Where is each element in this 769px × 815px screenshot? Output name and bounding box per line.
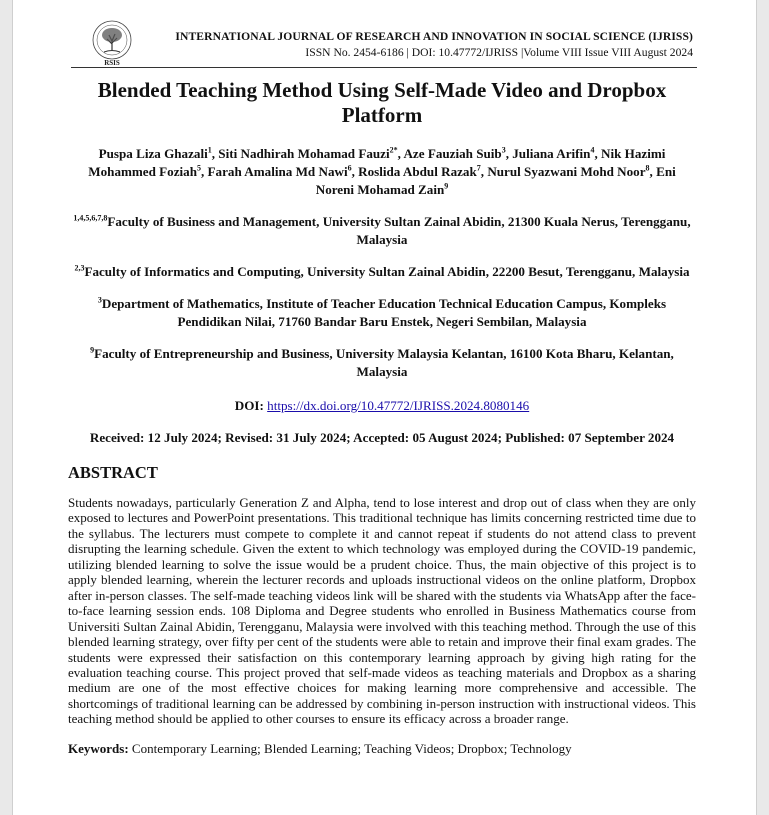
svg-text:RSIS: RSIS: [104, 59, 120, 67]
author-superscript: 5: [197, 163, 201, 173]
author-name: Nurul Syazwani Mohd Noor: [487, 164, 646, 179]
paper-page: [12, 0, 757, 815]
affiliation-text: Department of Mathematics, Institute of Teacher Education Technical Education Campus, Kompleks Pendidikan Nilai, 71760 Bandar Baru Enstek, Negeri Sembilan, Malaysia: [101, 296, 667, 329]
affiliation-superscript: 3: [97, 295, 102, 305]
author-separator: ,: [201, 164, 208, 179]
tree-logo-icon: [84, 18, 140, 68]
author-list: [68, 145, 696, 199]
abstract-heading: ABSTRACT: [68, 463, 158, 482]
author: [358, 164, 487, 179]
affiliation-superscript: 9: [90, 345, 95, 355]
issn-doi-line: ISSN No. 2454-6186 | DOI: 10.47772/IJRISS |Volume VIII Issue VIII August 2024: [305, 46, 693, 59]
author-separator: ,: [397, 146, 404, 161]
affiliation: [68, 213, 696, 249]
rsis-logo: [84, 18, 140, 68]
author: [512, 146, 601, 161]
author-superscript: 1: [207, 145, 212, 155]
author-separator: ,: [351, 164, 359, 179]
affiliation-text: Faculty of Business and Management, University Sultan Zainal Abidin, 21300 Kuala Nerus, Terengganu, Malaysia: [107, 214, 691, 247]
keywords-text: Contemporary Learning; Blended Learning; Teaching Videos; Dropbox; Technology: [128, 740, 572, 756]
keywords-line: [68, 741, 696, 757]
affiliation-superscript: 2,3: [74, 263, 85, 273]
paper-title: Blended Teaching Method Using Self-Made Video and Dropbox Platform: [97, 78, 667, 127]
author-separator: ,: [649, 164, 657, 179]
author: [208, 164, 359, 179]
author-name: Juliana Arifin: [512, 146, 591, 161]
affiliation-superscript: 1,4,5,6,7,8: [73, 213, 108, 223]
affiliation-text: Faculty of Informatics and Computing, University Sultan Zainal Abidin, 22200 Besut, Terengganu, Malaysia: [84, 264, 690, 279]
doi-line: [68, 397, 696, 415]
doi-label: DOI:: [234, 398, 264, 413]
affiliation-text: Faculty of Entrepreneurship and Business, University Malaysia Kelantan, 16100 Kota Bharu, Kelantan, Malaysia: [94, 346, 674, 379]
keywords-label: Keywords:: [68, 740, 129, 756]
author: [487, 164, 656, 179]
author: [403, 146, 512, 161]
author-superscript: 9: [444, 181, 449, 191]
affiliation: [68, 295, 696, 331]
author-name: Nik Hazimi Mohammed Foziah: [88, 146, 666, 179]
affiliation: [68, 263, 696, 281]
author: [218, 146, 403, 161]
journal-title: INTERNATIONAL JOURNAL OF RESEARCH AND INNOVATION IN SOCIAL SCIENCE (IJRISS): [175, 30, 693, 43]
abstract-body: Students nowadays, particularly Generation Z and Alpha, tend to lose interest and drop out of class when they are only exposed to lectures and PowerPoint presentations. This traditional technique has limits concerning restricted time due to the syllabus. The lecturers must compete to complete it and cannot repeat if students do not attend class to prevent disrupting the learning schedule. Given the extent to which technology was employed during the COVID-19 pandemic, utilizing blended learning to solve the issue would be a prudent choice. Thus, the main objective of this project is to apply blended learning, wherein the lecturer records and uploads instructional videos on the online platform, Dropbox after in-person classes. The self-made teaching videos link will be shared with the students via WhatsApp after the face-to-face learning session ends. 108 Diploma and Degree students who enrolled in Business Mathematics course from Universiti Sultan Zainal Abidin, Terengganu, Malaysia were involved with this teaching method. Through the use of this blended learning strategy, over fifty per cent of the students were able to retain and improve their final exam grades. The students were expressed their satisfaction on this contemporary learning approach by giving high rating for the evaluation teaching course. This project proved that self-made videos as teaching materials and Dropbox as a sharing medium are one of the most effective choices for making learning more comprehensive and accessible. The shortcomings of traditional learning can be addressed by combining in-person instruction with instructional videos. This teaching method should be applied to other courses to ensure its efficacy across a broader range.: [68, 495, 696, 727]
author-name: Aze Fauziah Suib: [403, 146, 502, 161]
author-superscript: 3: [501, 145, 506, 155]
author-superscript: 7: [476, 163, 481, 173]
author-superscript: 6: [347, 163, 352, 173]
author-name: Puspa Liza Ghazali: [98, 146, 208, 161]
author-superscript: 8: [645, 163, 650, 173]
author-separator: ,: [594, 146, 601, 161]
author-name: Farah Amalina Md Nawi: [207, 164, 348, 179]
affiliation-list: [68, 213, 696, 381]
header-divider: [71, 67, 697, 68]
author-name: Eni Noreni Mohamad Zain: [315, 164, 676, 197]
author-separator: ,: [480, 164, 488, 179]
author-name: Siti Nadhirah Mohamad Fauzi: [218, 146, 390, 161]
affiliation: [68, 345, 696, 381]
author-separator: ,: [505, 146, 513, 161]
author-separator: ,: [211, 146, 219, 161]
author-superscript: 4: [590, 145, 595, 155]
author-superscript: 2*: [389, 145, 398, 155]
doi-link[interactable]: https://dx.doi.org/10.47772/IJRISS.2024.8080146: [267, 398, 530, 413]
publication-dates: Received: 12 July 2024; Revised: 31 July 2024; Accepted: 05 August 2024; Published: 07 September 2024: [89, 430, 675, 445]
journal-header: [13, 0, 758, 72]
author: [99, 146, 219, 161]
paper-content: [68, 78, 696, 757]
author-name: Roslida Abdul Razak: [358, 164, 477, 179]
